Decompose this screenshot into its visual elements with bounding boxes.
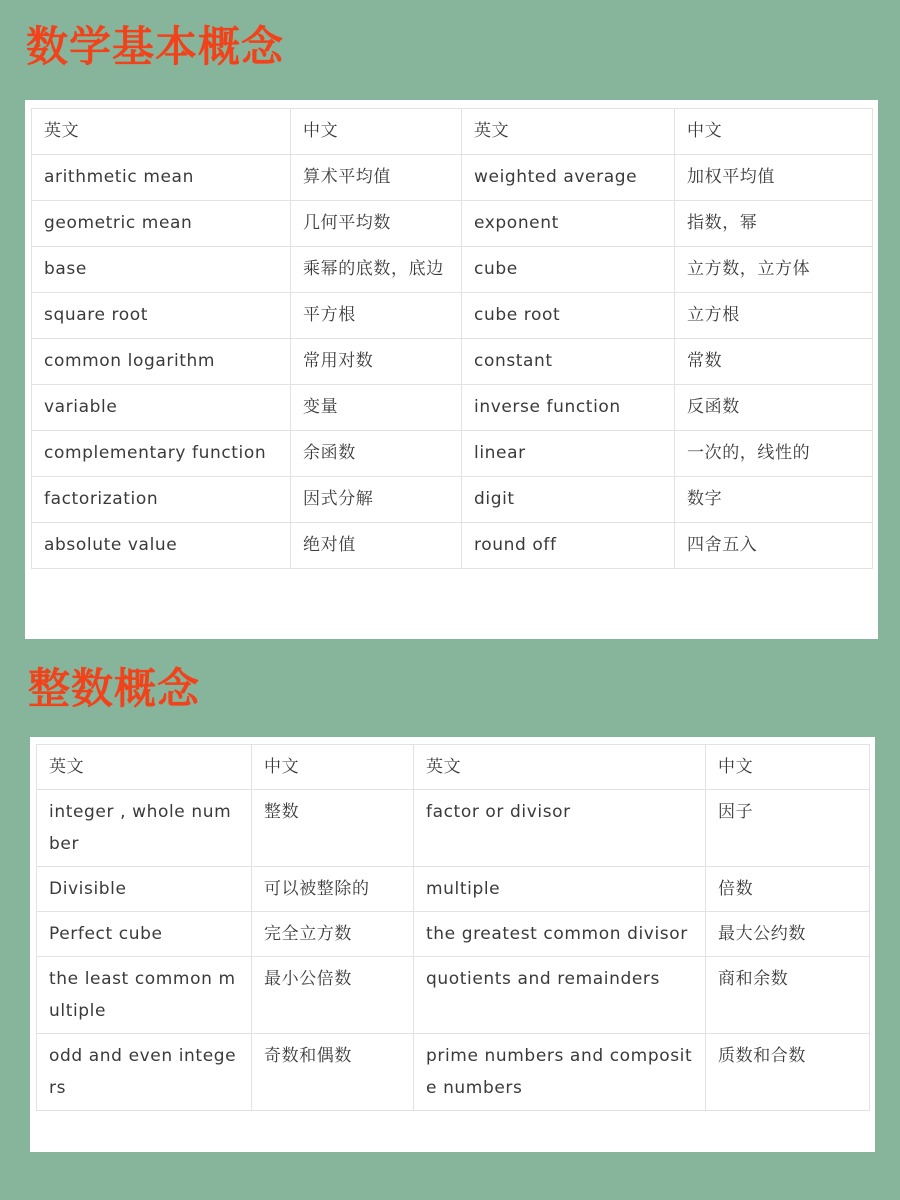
header-cell-english: 英文: [32, 109, 291, 155]
integer-concepts-table-card: [30, 737, 875, 1152]
table-row: [32, 385, 873, 431]
table-row: [32, 339, 873, 385]
chinese-term-cell: 奇数和偶数: [252, 1034, 414, 1111]
table-header-row: [37, 745, 870, 790]
english-term-cell: round off: [462, 523, 675, 569]
table-row: [37, 790, 870, 867]
header-cell-english: 英文: [462, 109, 675, 155]
english-term-cell: absolute value: [32, 523, 291, 569]
chinese-term-cell: 指数，幂: [675, 201, 873, 247]
chinese-term-cell: 绝对值: [291, 523, 462, 569]
header-cell-english: 英文: [37, 745, 252, 790]
english-term-cell: integer , whole number: [37, 790, 252, 867]
english-term-cell: arithmetic mean: [32, 155, 291, 201]
english-term-cell: base: [32, 247, 291, 293]
chinese-term-cell: 四舍五入: [675, 523, 873, 569]
chinese-term-cell: 乘幂的底数，底边: [291, 247, 462, 293]
header-cell-chinese: 中文: [706, 745, 870, 790]
table-row: [32, 477, 873, 523]
header-cell-chinese: 中文: [675, 109, 873, 155]
chinese-term-cell: 常数: [675, 339, 873, 385]
english-term-cell: square root: [32, 293, 291, 339]
table-row: [37, 867, 870, 912]
english-term-cell: Divisible: [37, 867, 252, 912]
chinese-term-cell: 整数: [252, 790, 414, 867]
chinese-term-cell: 一次的，线性的: [675, 431, 873, 477]
english-term-cell: common logarithm: [32, 339, 291, 385]
chinese-term-cell: 最小公倍数: [252, 957, 414, 1034]
english-term-cell: Perfect cube: [37, 912, 252, 957]
english-term-cell: complementary function: [32, 431, 291, 477]
header-cell-english: 英文: [414, 745, 706, 790]
chinese-term-cell: 完全立方数: [252, 912, 414, 957]
table-row: [32, 431, 873, 477]
table-row: [37, 912, 870, 957]
chinese-term-cell: 商和余数: [706, 957, 870, 1034]
english-term-cell: factor or divisor: [414, 790, 706, 867]
english-term-cell: the least common multiple: [37, 957, 252, 1034]
section-title-integer-concepts: 整数概念: [28, 664, 201, 713]
chinese-term-cell: 几何平均数: [291, 201, 462, 247]
chinese-term-cell: 余函数: [291, 431, 462, 477]
chinese-term-cell: 质数和合数: [706, 1034, 870, 1111]
english-term-cell: geometric mean: [32, 201, 291, 247]
chinese-term-cell: 立方数，立方体: [675, 247, 873, 293]
table-header-row: [32, 109, 873, 155]
math-basics-table: [31, 108, 873, 569]
section-title-math-basics: 数学基本概念: [26, 22, 285, 71]
chinese-term-cell: 可以被整除的: [252, 867, 414, 912]
table-row: [37, 957, 870, 1034]
chinese-term-cell: 变量: [291, 385, 462, 431]
english-term-cell: variable: [32, 385, 291, 431]
chinese-term-cell: 反函数: [675, 385, 873, 431]
english-term-cell: weighted average: [462, 155, 675, 201]
chinese-term-cell: 倍数: [706, 867, 870, 912]
english-term-cell: cube: [462, 247, 675, 293]
chinese-term-cell: 加权平均值: [675, 155, 873, 201]
table-row: [32, 523, 873, 569]
english-term-cell: the greatest common divisor: [414, 912, 706, 957]
header-cell-chinese: 中文: [252, 745, 414, 790]
english-term-cell: exponent: [462, 201, 675, 247]
chinese-term-cell: 平方根: [291, 293, 462, 339]
chinese-term-cell: 算术平均值: [291, 155, 462, 201]
english-term-cell: odd and even integers: [37, 1034, 252, 1111]
table-row: [37, 1034, 870, 1111]
table-row: [32, 155, 873, 201]
english-term-cell: digit: [462, 477, 675, 523]
english-term-cell: linear: [462, 431, 675, 477]
chinese-term-cell: 数字: [675, 477, 873, 523]
table-row: [32, 247, 873, 293]
chinese-term-cell: 因式分解: [291, 477, 462, 523]
table-row: [32, 201, 873, 247]
chinese-term-cell: 立方根: [675, 293, 873, 339]
integer-concepts-table: [36, 744, 870, 1111]
chinese-term-cell: 最大公约数: [706, 912, 870, 957]
header-cell-chinese: 中文: [291, 109, 462, 155]
chinese-term-cell: 因子: [706, 790, 870, 867]
math-basics-table-card: [25, 100, 878, 639]
english-term-cell: cube root: [462, 293, 675, 339]
english-term-cell: constant: [462, 339, 675, 385]
english-term-cell: multiple: [414, 867, 706, 912]
english-term-cell: inverse function: [462, 385, 675, 431]
english-term-cell: prime numbers and composite numbers: [414, 1034, 706, 1111]
english-term-cell: quotients and remainders: [414, 957, 706, 1034]
chinese-term-cell: 常用对数: [291, 339, 462, 385]
english-term-cell: factorization: [32, 477, 291, 523]
table-row: [32, 293, 873, 339]
